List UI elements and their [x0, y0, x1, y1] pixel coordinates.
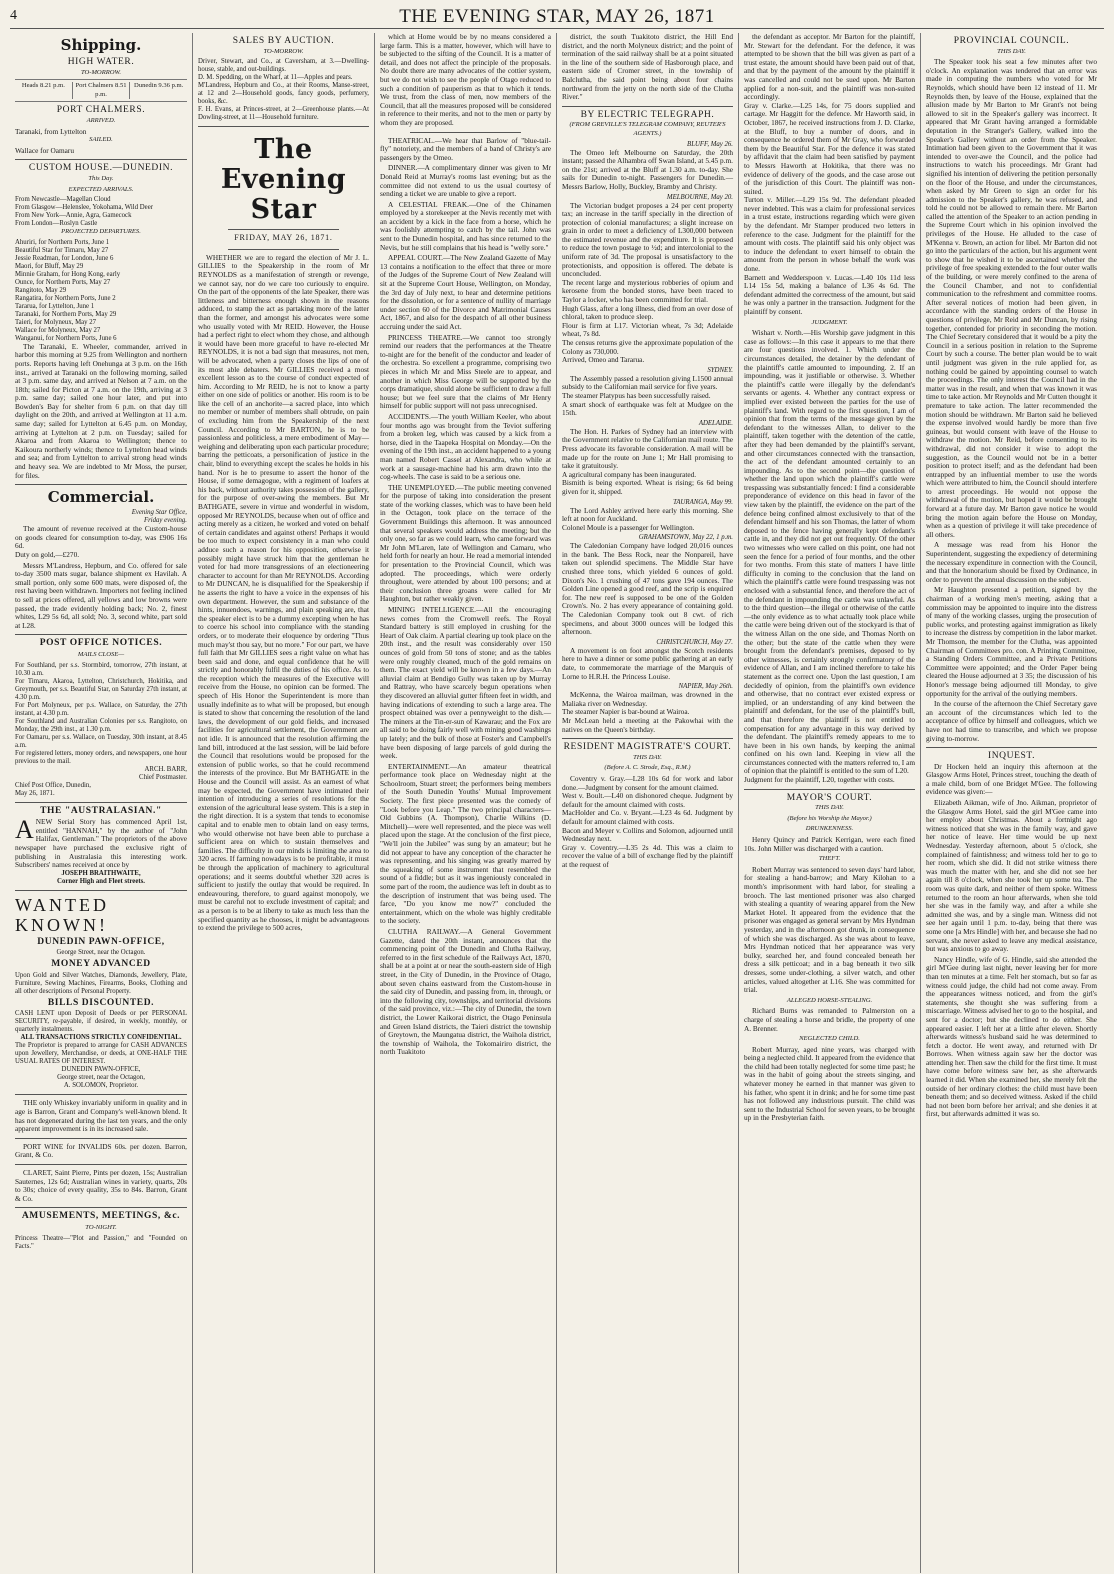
expected-heading: EXPECTED ARRIVALS.	[68, 185, 134, 193]
telegram-text: The Victorian budget proposes a 24 per cent property tax; an increase in the tariff specially in the direction of protection of colonial manufactures; a slight increase on grain in order to meet a deficiency of L300,000 between the estimated revenue and the expenditure. It is proposed to reduce the town postage to ½d; and intercolonial to the uniform rate of 3d. The proposal is unsatisfactory to the protectionists, and opposition is offered. The debate is unconcluded. The recent large and mysterious robberies of opium and kerosene from the bonded stores, have been traced to Taylor a locker, who has been committed for trial. Hugh Glass, after a long illness, died from an over dose of chloral, taken to produce sleep. Flour is firm at L17. Victorian wheat, 7s 3d; Adelaide wheat, 7s 8d. The census returns give the approximate population of the Colony as 730,000. Arrived, Omeo and Tararua.	[562, 200, 733, 365]
customs-heading: CUSTOM HOUSE.—DUNEDIN.	[28, 163, 174, 174]
mails-close-label: MAILS CLOSE—	[77, 650, 125, 658]
news-item: A CELESTIAL FREAK.—One of the Chinamen employed by a storekeeper at the Nevis recently met with an accident by a kick in the face from a horse, which he was foolishly attempting to catch by the tail. John was sent to the Dunedin hospital, and has since returned to the Nevis, but he still complains that his head is "welly sore."	[380, 199, 551, 252]
news-item: DINNER.—A complimentary dinner was given to Mr Donald Reid at Murray's rooms last evening; but as the committee did not extend to us the usual courtesy of sending a ticket we are unable to give a report.	[380, 163, 551, 199]
page-number: 4	[10, 8, 17, 23]
telegram-text: The Assembly passed a resolution giving L1500 annual subsidy to the Californian mail service for five years. The steamer Platypus has been successfully raised. A smart shock of earthquake was felt at Mudgee on the 15th.	[562, 373, 733, 418]
wanted-known-heading: WANTED KNOWN!	[15, 894, 109, 935]
inquest-heading: INQUEST.	[987, 751, 1036, 762]
port-heading: PORT CHALMERS.	[56, 105, 146, 116]
clutha-continued: district, the south Tuakitoto district, the Hill End district, and the north Molyneux district; and the point of termination of the said railway shall be at a point situated in the line of the southern side of Hasborough place, and eastern side of Cromer street, in the township of Balclutha, the said point being about four chains northward from the jetty on the north side of the Clutha River."	[562, 33, 733, 102]
council-heading: PROVINCIAL COUNCIL.	[953, 36, 1070, 46]
telegram-dateline: TAURANGA, May 99.	[673, 498, 733, 506]
telegram-dateline: CHRISTCHURCH, May 27.	[656, 638, 733, 646]
masthead	[10, 6, 1104, 29]
news-item: ENTERTAINMENT.—An amateur theatrical performance took place on Wednesday night at the Schoolroom, Stuart street; the performers being members of the South Dunedin Youths' Mutual Improvement Society. The first piece presented was the comedy of "Look before you Leap." The two principal characters—Old Gubbins (A. Thompson), Charlie Wilkins (D. Mitchell)—were well represented, and the piece was well placed upon the stage. At the conclusion of the first piece, "We'll join the Jubilee" was sung by an amateur; but he did not appear to have any conception of the character he was representing, and his singing was greatly marred by the squeaking of some instrument that resembled the sound of a fiddle; but as it was ingeniously concealed in some part of the room, the audience was left in doubt as to the description of instrument that was being used. The farce, "Do you know me now?" concluded the entertainment, which on the whole was highly creditable to the society.	[380, 761, 551, 926]
australasian-text: NEW Serial Story has commenced April 1st, entitled "HANNAH," by the author of "John Halifax, Gentleman." The proprietors of the above newspaper have purchased the exclusive right of publishing in Australasia this interesting work. Subscribers' names received at once by	[15, 817, 187, 870]
telegram-dateline: MELBOURNE, May 20.	[666, 193, 733, 201]
shipping-heading: Shipping.	[60, 36, 142, 54]
inquest-paragraph: Elizabeth Aikman, wife of Jno. Aikman, proprietor of the Glasgow Arms Hotel, said the girl M'Gee came into her employ about Christmas. About a fortnight ago witness noticed that she was in the family way, and gave her notice of leave. Her time would be up next Wednesday. Yesterday afternoon, about 5 o'clock, she complained of faintishness; and witness told her to go to her room, which she did. It did not strike witness there was much the matter with her, and she did not see her again till 8 o'clock, when she took her up some tea. The room was quite dark, and neither of them spoke. Witness returned to the room an hour afterwards, when she told her she was in the family way, and after a while she admitted she was, and by a single man. Witness did not see her again until 1 p.m. to-day, being that there was some one [a Mrs Hindle] with her, and because she had no servant, she never asked to leave any medical assistance, but was anxious to go away.	[926, 798, 1097, 954]
port-wine-ad: PORT WINE for INVALIDS 60s. per dozen. Barron, Grant, & Co.	[15, 1141, 187, 1160]
sales-tomorrow: TO-MORROW.	[263, 47, 304, 55]
post-office-heading: POST OFFICE NOTICES.	[39, 638, 163, 649]
judgment-heading: JUDGMENT.	[811, 318, 848, 326]
columns	[10, 33, 1104, 1573]
office-dateline: Evening Star Office, Friday evening.	[131, 509, 187, 525]
australasian-heading: THE "AUSTRALASIAN."	[40, 805, 162, 816]
tide-dunedin: Dunedin 9.36 p.m.	[129, 82, 187, 99]
news-item: MINING INTELLIGENCE.—All the encouraging news comes from the Cromwell reefs. The Royal Standard battery is still employed in crushing for the Heart of Oak claim. A partial clearing up took place on the 20th inst., and the result was considerably over 150 ounces of gold from 50 tons of stone; and as the tables were only roughly cleaned, much of the gold remains on them. The exact yield will be known in a few days.—An alluvial claim at Bendigo Gully was taken up by Murray and Rattray, who have scarcely begun operations when they discovered an alluvial gutter fifteen feet in width, and having indications of extending to such a large area. The prospect obtained was over a pennyweight to the dish.—The miners at the Tin-er-sun of Kawarau; and the Fox are all said to be doing fairly well with mining good washings up lately; and the bulk of those at Foster's and Campbell's have been disposing of large parcels of gold during the week.	[380, 605, 552, 761]
column-5	[738, 33, 920, 1573]
telegraph-source: (FROM GREVILLE'S TELEGRAM COMPANY, REUTER'S AGENTS.)	[569, 121, 726, 137]
telegram-dateline: ADELAIDE.	[698, 419, 733, 427]
council-paragraph: In the course of the afternoon the Chief Secretary gave an account of the circumstances which led to the acceptance of office by himself and colleagues, which we have not had time to transcribe, and which we propose giving to-morrow.	[926, 699, 1097, 743]
commercial-heading: Commercial.	[47, 488, 155, 507]
telegram-text: McKenna, the Wairoa mailman, was drowned in the Maliaka river on Wednesday. The steamer Napier is bar-bound at Wairoa. Mr McLean held a meeting at the Pakowhai with the natives on the Queen's birthday.	[562, 690, 733, 734]
sugar-text: Messrs M'Landress, Hepburn, and Co. offered for sale to-day 3500 mats sugar, balance shipment ex Havilah. A small portion, only some 600 mats, were disposed of, the rest having been withdrawn. Importers not feeling inclined to sell at prices offered, all yellows and low browns were passed, the trade evidently holding back; No. 2, finest whites, L29 5s 6d, all sold; No. 3, second white, part sold at L28.	[15, 560, 187, 630]
tonight-label: TO-NIGHT.	[85, 1224, 117, 1231]
tide-table	[15, 79, 187, 102]
pawn-office-address: George Street, near the Octagon.	[56, 949, 146, 957]
projected-departures: Ahuriri, for Northern Ports, June 1 Beautiful Star for Timaru, May 27 Jessie Readman, for London, June 6 Maori, for Bluff, May 29 Minnie Graham, for Hong Kong, early Ounce, for Northern Ports, May 27 Rangitoto, May 29 Rangatira, for Northern Ports, June 2 Tararua, for Lyttelton, June 1 Taranaki, for Northern Ports, May 29 Taieri, for Molyneux, May 27 Wallace for Molyneux, May 27 Wanganui, for Northern Ports, June 6	[15, 238, 121, 342]
money-advanced: MONEY ADVANCED	[51, 959, 151, 970]
telegram-dateline: SYDNEY.	[707, 366, 733, 374]
tide-heads: Heads 8.21 p.m.	[21, 82, 65, 90]
court-magistrate: (Before A. C. Strode, Esq., R.M.)	[604, 764, 691, 772]
news-item: PRINCESS THEATRE.—We cannot too strongly remind our readers that the performances at the Theatre to-night are for the benefit of the conductor and leader of the orchestra. So excellent a programme, comprising two pieces in which Mr and Miss Steele are to appear, and another in which Miss George will be supported by the corps dramatique, should alone be sufficient to draw a full house; but we feel sure that the claims of Mr Henry himself for public support will not pass unrecognised.	[380, 332, 551, 411]
court-day: THIS DAY.	[633, 753, 662, 761]
sailed-heading: SAILED.	[89, 136, 113, 144]
news-item: THEATRICAL.—We hear that Barlow of "blue-tail-fly" notoriety, and the members of a band of Christy's are passengers by the Omeo.	[380, 135, 551, 162]
sales-heading: SALES BY AUCTION.	[232, 36, 335, 46]
neglected-child-text: Robert Murray, aged nine years, was charged with being a neglected child. It appeared from the evidence that the child had been totally neglected for some time past; he was in the habit of going about the streets singing, and whatever money he earned in that manner was given to his father, who spent it in drink; and he for some time past has not followed any industrious pursuit. The child was sent to the Industrial School for seven years, to be brought up in the Presbyterian faith.	[744, 1044, 915, 1123]
telegram-text: The Lord Ashley arrived here early this morning. She left at noon for Auckland. Colonel Moule is a passenger for Wellington.	[562, 505, 733, 532]
news-item: CLUTHA RAILWAY.—A General Government Gazette, dated the 20th instant, announces that the commencing point of the Dunedin and Clutha Railway, referred to in the first schedule of the Railways Act, 1870, shall be at a point at or near the south-eastern side of High street, in the City of Dunedin, in the Province of Otago, about seven chains eastward from the Custom-house in the said city of Dunedin, and passing from, in, through, or into the following city, townships, and territorial divisions of the said province, viz.:—The city of Dunedin, the town district, the Lower Kaikorai district, the Otago Peninsula and Green Island districts, the Taieri district the township of Greytown, the Maungatua district, the Waihola district, the township of Waihola, the Tokomairiro district, the north Tuakitoto	[380, 926, 551, 1057]
claret-ad: CLARET, Saint Pierre, Pints per dozen, 15s; Australian Sauternes, 12s 6d; Australian wines in variety, quarts, 20s to 30s; choice of every quality, 35s to 84s. Barron, Grant & Co.	[15, 1168, 187, 1203]
council-paragraph: Mr Haughton presented a petition, signed by the chairman of a working men's meeting, asking that a commission may be appointed to inquire into the distress of many of the working classes, urging the prosecution of public works, and protesting against immigration as likely to increase the distress by competition in the labor market. Mr Thomson, the member for the Clutha, was appointed Chairman of Committees pro. con. A Printing Committee, a Standing Orders Committee, and a Private Petitions Committee were appointed; and the Order Paper being cleared the House adjourned at 3 35; the discussion of his Honor's message being adjourned till Monday, to give opportunity for the arrival of the outlying members.	[926, 585, 1097, 698]
high-water-heading: HIGH WATER.	[67, 57, 135, 67]
sailed-text: Wallace for Oamaru	[15, 145, 74, 155]
customs-day: This Day.	[88, 174, 114, 182]
court-text: Coventry v. Gray.—L28 10s 6d for work and labor done.—Judgment by consent for the amount claimed. West v. Boult.—L40 on dishonored cheque. Judgment by default for the amount claimed with costs. MacHolder and Co. v. Bryant.—L23 4s 6d. Judgment by default for amount claimed with costs. Bacon and Meyer v. Collins and Solomon, adjourned until Wednesday next. Gray v. Coventry.—L35 2s 4d. This was a claim to recover the value of a bill of exchange fled by the plaintiff at the request of	[562, 773, 733, 869]
pawn-office-text: Upon Gold and Silver Watches, Diamonds, Jewellery, Plate, Furniture, Sewing Machines, Firearms, Books, Clothing and all other descriptions of Personal Property.	[15, 971, 187, 995]
amusements-heading: AMUSEMENTS, MEETINGS, &c.	[21, 1211, 181, 1222]
masthead-title: THE EVENING STAR, MAY 26, 1871	[399, 6, 715, 27]
mayor-court-presiding: (Before his Worship the Mayor.)	[787, 814, 872, 822]
telegram-dateline: GRAHAMSTOWN, May 22, 1 p.m.	[638, 534, 733, 542]
mayor-court-heading: MAYOR'S COURT.	[786, 792, 873, 803]
court-continued: the defendant as acceptor. Mr Barton for the plaintiff, Mr. Stewart for the defendant. For the defence, it was attempted to be shown that the bill was given as part of a trust estate, the amount should have been paid out of that, and that by the payment of the amount by the plaintiff it was cancelled and could not be sued upon. Mr Barton applied for a non-suit, and the plaintiff was non-suited accordingly. Gray v. Clarke.—L25 14s, for 75 doors supplied and cartage. Mr Haggitt for the defence. Mr Haworth said, in October, 1867, he received instructions from J. D. Clarke, at the Bluff, to buy a number of doors, and in consequence he ordered them of Mr Gray, who forwarded them by the Beautiful Star. For the defence it was stated by affidavit that the claim had been satisfied by payment to Messrs Haworth at Hokitika, that there was no evidence of delivery of the goods, and the case arose out of the jurisdiction of this Court. The plaintiff was non-suited. Turton v. Miller.—L29 15s 9d. The defendant pleaded never indebted. This was a claim for professional services in a trust estate, instructions regarding which were given by the defendant. Mr Stamper produced two letters in reference to the case. Judgment for the plaintiff for the amount with costs. The plaintiff said his only object was to induce the defendant to exert himself to obtain the amount from the person in whose behalf the work was done. Barnett and Wedderspoon v. Lucas.—L40 10s 11d less L14 15s 5d, making a balance of L36 4s 6d. The defendant admitted the correctness of the amount, but said he was only a partner in the transaction. Judgment for the plaintiff by consent.	[744, 33, 915, 316]
tomorrow-label: TO-MORROW.	[80, 68, 122, 76]
post-office-text: For Southland, per s.s. Stormbird, tomorrow, 27th instant, at 10.30 a.m. For Timaru, Akaroa, Lyttelton, Christchurch, Hokitika, and Greymouth, per s.s. Beautiful Star, on Saturday 27th instant, at 4.30 p.m. For Port Molyneux, per p.s. Wallace, on Saturday, the 27th instant, at 4.30 p.m. For Southland and Australian Colonies per s.s. Rangitoto, on Monday, the 29th inst., at 1.30 p.m. For Oamaru, per s.s. Wallace, on Tuesday, 30th instant, at 8.45 a.m. For registered letters, money orders, and newspapers, one hour previous to the mail.	[15, 661, 187, 765]
telegram-text: A movement is on foot amongst the Scotch residents here to have a dinner or some public gathering at an early date, to commemorate the marriage of the Marquis of Lorne to H.R.H. the Princess Louise.	[562, 645, 733, 681]
postmaster-signature: ARCH. BARR, Chief Postmaster.	[139, 765, 187, 781]
cash-lent-text: CASH LENT upon Deposit of Deeds or per PERSONAL SECURITY, re-payable, if desired, in weekly, monthly, or quarterly instalments.	[15, 1010, 187, 1034]
bills-discounted: BILLS DISCOUNTED.	[47, 997, 155, 1008]
pawn-signature: DUNEDIN PAWN-OFFICE, George street, near the Octagon, A. SOLOMON, Proprietor.	[57, 1066, 145, 1090]
braithwaite-signature: JOSEPH BRAITHWAITE, Corner High and Fleet streets.	[57, 869, 145, 885]
tide-port-chalmers: Port Chalmers 8.51 p.m.	[72, 82, 130, 99]
column-6	[920, 33, 1102, 1573]
news-item: APPEAL COURT.—The New Zealand Gazette of May 13 contains a notification to the effect that three or more of the Judges of the Supreme Court of New Zealand will sit at the Supreme Court House, Wellington, on Monday, the 3rd day of July next, to hear and determine petitions for the dissolution, or for a sentence of nullity of marriage under section 60 of the Divorce and Matrimonial Causes Act, 1867, and also for the despatch of all other business accruing under the said Act.	[380, 253, 551, 331]
paper-nameplate: The Evening Star	[220, 134, 347, 226]
neglected-child-heading: NEGLECTED CHILD.	[799, 1035, 860, 1043]
arrived-text: Taranaki, from Lyttelton	[15, 126, 87, 136]
australasian-ad	[15, 815, 187, 870]
telegram-text: The Omeo left Melbourne on Saturday, the 20th instant; passed the Alhambra off Swan Island, at 5.45 p.m. on the 21st; arrived at the Bluff at 1.30 a.m. to-day. She sails for Dunedin to-night. Passengers for Dunedin.—Messrs Barlow, Holly, Buckley, Bramby and Christy.	[562, 147, 733, 191]
whisky-ad: THE only Whiskey invariably uniform in quality and in age is Barron, Grant and Company's well-known blend. It has not degenerated during the last ten years, and the only apparent improvement is in its increased sale.	[15, 1098, 187, 1134]
telegraph-heading: BY ELECTRIC TELEGRAPH.	[580, 109, 715, 120]
telegram-text: The Caledonian Company have lodged 20,016 ounces in the bank. The Bess Rock, near the Nonpareil, have taken out splendid specimens. The Middle Star have crushed three tons, which yielded 6 ounces of gold. Dixon's No. 1 crushing of 47 tons gave 194 ounces. The Golden Line opened a good reef, and the scrip is enquired for. The new reef is supposed to be one of the Golden Crown's. No. 2 has every appearance of containing gold. The Caledonian Company took out 8 cwt. of rich specimens, and about 3000 ounces will be lodged this afternoon.	[562, 541, 733, 637]
column-2	[192, 33, 374, 1573]
taranaki-report: The Taranaki, E. Wheeler, commander, arrived in harbor this morning at 9.25 from Wellington and northern ports. Reports having left Onehunga at 3 p.m. on the 16th inst., arrived at Taranaki on the following morning, sailed at 3 p.m. same day, and arrived at Nelson at 7 a.m. on the 18th; sailed for Picton at 7 a.m. on the 19th, arriving at 3 p.m. same day; sailed one hour later, and put into Bowden's Bay for shelter from 6 p.m. on that day till daylight on the 20th, and arrived at Wellington at 11 a.m. same day; sailed for Lyttelton at 6.45 p.m. on Monday, arriving at Lyttelton at 2 p.m. on Tuesday; sailed for Akaroa and from Akaroa to Wellington; thence to Kaikoura northerly winds; thence to Lyttelton head winds and sea; and from Lyttelton to arrival strong head winds and heavy sea. We are indebted to Mr Moss, the purser, for files.	[15, 341, 187, 480]
arrived-heading: ARRIVED.	[86, 116, 116, 124]
commercial-text: The amount of revenue received at the Custom-house on goods cleared for consumption to-day, was £906 16s 6d. Duty on gold,—£270.	[15, 524, 187, 559]
expected-arrivals: From Newcastle—Magellan Cloud From Glasgow—Helenslee, Yokohama, Wild Deer From New York—Annie, Agra, Gamecock From London—Roslyn Castle	[15, 196, 153, 228]
council-day: THIS DAY.	[997, 47, 1026, 55]
projected-heading: PROJECTED DEPARTURES.	[61, 228, 141, 236]
pawn-office-title: DUNEDIN PAWN-OFFICE,	[37, 936, 165, 947]
telegram-dateline: BLUFF, May 26.	[687, 140, 733, 148]
council-paragraph: A message was read from his Honor the Superintendent, suggesting the expediency of determining the necessary expenditure in connection with the Council, and that the honorarium should be fixed by Ordinance, in order to prevent the annual discussion on the subject.	[926, 540, 1097, 584]
confidential-text: ALL TRANSACTIONS STRICTLY CONFIDENTIAL.	[20, 1034, 182, 1042]
editorial-text: WHETHER we are to regard the election of Mr J. L. GILLIES to the Speakership in the room of Mr REYNOLDS as a manifestation of strength or revenge, we cannot say, nor do we care too curiously to enquire. On the part of the opponents of the late Speaker, there was littleness and bitterness enough shown in the reasons adduced, to stamp the act as partaking more of the latter than the former, and amongst his advocates were some who usually voted with Mr REID. However, the House had a perfect right to elect whom they chose, and although it would have been more graceful to have re-elected Mr REYNOLDS, it is not a bad sign that measures, not men, will be advocated, when a party closes the lips of one of its most able debaters. Mr GILLIES received a most excellent lesson as to the course of conduct expected of him. According to Mr REID, he is not to know a party either on one side of politics or another. His room is to be like the cell of an anchorite—a sacred place, into which no member or number of members shall obtrude, on pain of excluding him from the Speakership of the next Council. According to Mr BARTON, he is to be passionless and politicless, a mere embodiment of May—weighing and deliberating upon each particular procedure; barring the petticoats, a personification of justice in the chair, blind to everything except the scales he holds in his hand. Nor is he to presume to assert the honor of the House, if some demagogue, with a regiment of loafers at his back, without authority takes possession of the gallery, for the purpose of over-awing the members. But Mr BATHGATE, severe in virtue and wonderful in wisdom, opposed Mr REYNOLDS, because when out of office and acting merely as a citizen, he worked and voted on behalf of certain candidates and against others! Perhaps it would be too much to expect consistency in a man who could adduce such a reason for his opposition, otherwise it possibly might have struck him that the gentleman he voted for had more transgressions of an electioneering character to account for than Mr REYNOLDS. According to Mr DUNCAN, he is disqualified for the Speakership if he asserts the right to have a voice in the expenses of his own department. However, the sum and substance of the hints, innuendoes, warnings, and plain speaking are, that the speaker elect is to be a dummy excepting when he has to coerce his school into compliance with the standing orders, or to moderate their eloquence by ordering "Thus much may'st thou say, but no more." For our part, we have full faith that Mr GILLIES sees a right value on what has been said and done, and equal confidence that he will strictly and honorably fulfil the duties of his office. As to the reception which the measures of the Executive will receive from the House, no opinion can be formed. The speech of His Honor the Superintendent is more than usually indefinite as to what will be proposed, but enough is stated to show that concerning the resolution of the land laws, the development of our gold fields, and increased facilities for agricultural settlement, the Government are not idle. It is announced that the resolution affirming the land bill, introduced at the last session, will be laid before the Council that resolutions would be proposed for the extension of public works, so that he could recommend the interests of the province. But Mr BATHGATE in the House and the Council will assist. As an earnest of what may be expected, the Government have intimated their intention of introducing a series of resolutions for the extension of the agricultural lease system. This is a step in the right direction. It is a system that tends to economise capital and to enable men to obtain land on easy terms, who would otherwise not have been able to purchase a sufficient area on which to sustain themselves and families. The difficulty in our minds is limiting the area to 320 acres. If farming nowadays is to be profitable, it must be through the application of machinery to agricultural operations; and it seems doubtful whether 320 acres is sufficient to justify the outlay that would be required. In endeavouring, therefore, to guard against monopoly, we must be careful not to exclude investment of capital; and as a person is to be at liberty to take as much less than the specified quantity as he chooses, it might be advantageous to extend the privilege to 500 acres,	[198, 252, 369, 933]
drunkenness-text: Henry Quincy and Patrick Kerrigan, were each fined 10s. John Miller was discharged with a caution.	[744, 835, 915, 853]
horse-stealing-heading: ALLEGED HORSE-STEALING.	[786, 996, 873, 1004]
drunkenness-heading: DRUNKENNESS.	[805, 825, 854, 833]
telegram-dateline: NAPIER, May 26th.	[678, 683, 733, 691]
amusements-text: Princess Theatre—"Plot and Passion," and "Founded on Facts."	[15, 1234, 187, 1250]
column-3	[374, 33, 556, 1573]
drop-cap-a: A	[15, 815, 34, 845]
column-4	[556, 33, 738, 1573]
court-heading: RESIDENT MAGISTRATE'S COURT.	[563, 742, 732, 753]
telegram-text: The Hon. H. Parkes of Sydney had an interview with the Government relative to the Californian mail route. The Press advocate its favorable consideration. A mail will be made up for the route on June 1; Mr Hall promising to take it gratuitously. A agricultural company has been inaugurated. Bismith is being exported. Wheat is rising; 6s 6d being given for it, shipped.	[562, 426, 733, 496]
theft-heading: THEFT.	[818, 855, 841, 863]
mayor-court-day: THIS DAY.	[815, 804, 844, 812]
post-office-date: Chief Post Office, Dunedin, May 26, 1871.	[15, 781, 91, 797]
inquest-paragraph: Dr Hocken held an inquiry this afternoon at the Glasgow Arms Hotel, Princes street, touching the death of a male child, born of one Bridget M'Gee. The following evidence was given:—	[926, 761, 1097, 797]
news-item: THE UNEMPLOYED.—The public meeting convened for the purpose of taking into consideration the present state of the working classes, which was to have been held in the Octagon, took place on the terrace of the Government Buildings this afternoon. It was announced that several speakers would address the meeting; but the only one, so far as we could learn, who came forward was Mr John M'Laren, late of Wellington and Camaru, who held forth for nearly an hour. He read a memorial intended for presentation to the Provincial Council, which was adopted. The proceedings, which were orderly throughout, were attended by about 100 persons; and at their conclusion three groans were called for Mr Haughton, but rather weakly given.	[380, 482, 551, 604]
news-item: ACCIDENTS.—The youth William Keeler, who about four months ago was brought from the Teviot suffering from a broken leg, which was caused by a kick from a horse, died in the Taapeka Hospital on Monday.—On the evening of the 19th inst., an accident happened to a young man named Robert Cassel at Alexandra, who while at work at a sausage-machine had his arm drawn into the cog-wheels. The case is said to be a serious one.	[380, 411, 551, 482]
column-1	[10, 33, 192, 1573]
judgment-text: Wishart v. North.—His Worship gave judgment in this case as follows:—In this case it appears to me that there are four questions involved. 1. Which under the circumstances detailed, the detainer by the defendant of the plaintiff's cattle amounted to impounding. 2. If an impounding, was it justifiable or otherwise. 3. Whether the plaintiff's cattle were illegally by the defendant's servants or agents. 4. Whether any contract express or implied ever existed between the parties for the use of plaintiff's land. With regard to the first question, I am of opinion that from the terms of the message given by the defendant to the witnesses Allan, to deliver to the plaintiff, taken together with the detention of the cattle, after they had been demanded by the plaintiff's servant, and other circumstances connected with the transaction, the act of the defendant amounted certainly to an impounding. As to the second point—the question of whether the land upon which the plaintiff's cattle were trespassing was substantially fenced: I find a considerable preponderance of evidence on this head in favor of the view taken by the plaintiff, the evidence on the part of the defence being confined almost exclusively to that of the defendant himself and his son Thomas, the latter of whom deposed to the fence having generally kept defendant's cattle in, and they did not get out frequently. Of the other two witnesses who were called on this point, one had not seen the fence for a period of four months, and the other for two months. From this state of matters I have little difficulty in coming to the conclusion that the land on which the plaintiff's cattle were found trespassing was not enclosed with a substantial fence, and therefore the act of the defendant in impounding the cattle was unlawful. As to the third question—the illegal or otherwise of the cattle—the only evidence as to what actually took place while the cattle were being driven out of the stockyard is that of the witness Allan on the one side, and Thomas North on the other; but the state of the cattle when they were brought from the defendant's premises, deposed to by other witnesses, is certainly strongly confirmatory of the evidence of Allan, and I am inclined therefore to take his statement as the correct one. Upon the last question, I am decidedly of opinion, from the plaintiff's own evidence and otherwise, that no contract ever existed express or implied, or an understanding of any kind between the plaintiff and defendant, for the use of the plaintiff's bull, and that therefore the plaintiff is not entitled to compensation for any advantage in this way derived by the defendant. The plaintiff's remedy appears to me to have been in his own hands, by keeping the animal confined on his own land. Keeping in view all the circumstances connected with the matters referred to, I am of opinion that the plaintiff is entitled to the sum of L20. Judgment for the plaintiff, L20, together with costs.	[744, 328, 915, 785]
theft-text: Robert Murray was sentenced to seven days' hard labor, for stealing a hand-barrow; and Mary Kilohan to a month's imprisonment with hard labor, for stealing a brooch. The last mentioned prisoner was also charged with stealing a quantity of wearing apparel from the New Market Hotel. It appeared from the evidence that the prisoner was engaged as general servant by Mrs Hyndman yesterday, and in the afternoon got drunk, in consequence of which she was discharged. As she was about to leave, Mrs Hyndman noticed that her appearance was very bulky, searched her, and found concealed beneath her dress a silk petticoat; and in a bag beneath it two silk dresses, some under-clothing, a silver watch, and other articles, valued altogether at L16. She was committed for trial.	[744, 864, 915, 995]
sales-text: Driver, Stewart, and Co., at Caversham, at 3.—Dwelling-house, stable, and out-buildings. D. M. Spedding, on the Wharf, at 11—Apples and pears. M'Landress, Hepburn and Co., at their Rooms, Manse-street, at 12 and 2—Household goods, fancy goods, perfumery, books, &c. F. H. Evans, at Princes-street, at 2—Greenhouse plants.—At Dowling-street, at 11—Household furniture.	[198, 58, 369, 122]
pawn-tail-text: The Proprietor is prepared to arrange for CASH ADVANCES upon Jewellery, Merchandise, or deeds, at ONE-HALF THE USUAL RATES OF INTEREST.	[15, 1042, 187, 1066]
council-paragraph: The Speaker took his seat a few minutes after two o'clock. An explanation was tendered that an error was made in computing the numbers who voted for Mr Reynolds, which should have been 12 instead of 11. Mr Reynolds then, by leave of the House, explained that the allusion made by Mr Barton to Mr Grant's not being allowed to sit in the Speaker's gallery was incorrect. It appeared that Mr Grant having arranged a formidable deputation in the Stranger's Gallery, walked into the Speaker's Gallery without an order from the Speaker. Intimation had been given to the Government that it was intended to over-awe the Council, and the police had instructions to watch his proceedings. Mr Grant had signified his intention of delivering the petition personally on the floor of the House, and under the circumstances, when asked by Mr Green to sign an order for his admission to the Speaker's gallery, he was refused, and told he could not be allowed to remain there. Mr Barton called the attention of the Speaker to an action pending in the Supreme Court which in his opinion involved the privileges of the House. He alluded to the case of M'Kenna v. Brown, an action for libel. Mr Barton did not go into the particulars of the action, but his argument went to show that he wished it to be ascertained whether the privilege of free speaking extended to the four outer walls of the building, or were merely confined to the arena of the Council Chamber, and not to confidential communication to the refreshment and committee rooms. After several notices of motion had been given, in accordance with the standing orders of the House in questions of privilege, Mr Reid and Mr Duncan, by rising together, contended for priority in seconding the motion. The Chief Secretary considered that it would be a pity the Council in a serious position in relation to the Supreme Court by such a course. The better plan would be to wait until judgment was given in the rule applied for, as nothing could be gained by appointing counsel to watch the proceedings. The only interest the Council had in the matter was in the result, and when that was known it was time to take action. Mr Reynolds and Mr Cutten thought it premature to take action. The latter recommended the motion should be withdrawn. Mr Barton said he believed the expense involved would hardly be more than five guineas, but would consent with leave of the House to withdraw the motion. Mr Reid, before consenting to its withdrawal, did not consider it wise to adopt the suggestion, as the Council would not be in a better position to protect itself; and as the defendant had been entrapped by an influential member to use the words which were attributed to him, the Council should interfere to arrest proceedings. He would not oppose the withdrawal of the motion, but hoped it would be brought forward at a future day. Mr Barton gave notice he would bring the motion again before the House on Monday, when as a question of privilege it will take precedence of all others.	[926, 57, 1097, 539]
horse-stealing-text: Richard Burns was remanded to Palmerston on a charge of stealing a horse and bridle, the property of one A. Brenner.	[744, 1006, 915, 1033]
inquest-paragraph: Nancy Hindle, wife of G. Hindle, said she attended the girl M'Gee during last night, never leaving her for more than ten minutes at a time. Felt her stomach, but so far as witness could judge, the child had not come away. From the appearances witness noticed, and from the girl's statements, she thought she was suffering from a miscarriage. Witness advised her to go to the hospital, and sent for a doctor; but she declined to do either. She appeared easier. I left her at a little after eleven. Shortly afterwards witness's husband said he was determined to fetch a doctor. He went away, and returned with Dr Borrows. When witness again saw her the doctor was attending her. Then saw the child for the first time. It must have come before witness saw her, as she afterwards learned it did. When she examined her, she merely felt the outside of her ordinary clothes: the child must have been beneath them; and so deceived witness. Asked if the child had not been born before her arrival; and she denies it at first, but afterwards admitted it was so.	[926, 954, 1097, 1119]
dateline: FRIDAY, MAY 26, 1871.	[234, 233, 333, 243]
editorial-continued: which at Home would be by no means considered a large farm. This is a matter, however, which will have to be subjected to the sifting of the Council. It is a matter of detail, and does not affect the principle of the proposals. No doubt there are many advocates of the cottier system, but we do not wish to see the people of Otago reduced to such a condition of pauperism as that to which it tends. We trust, from the class of men, now members of the Council, that all the measures proposed will be considered in reference to their merits, and not to the men or party by whom they are proposed.	[380, 33, 551, 127]
